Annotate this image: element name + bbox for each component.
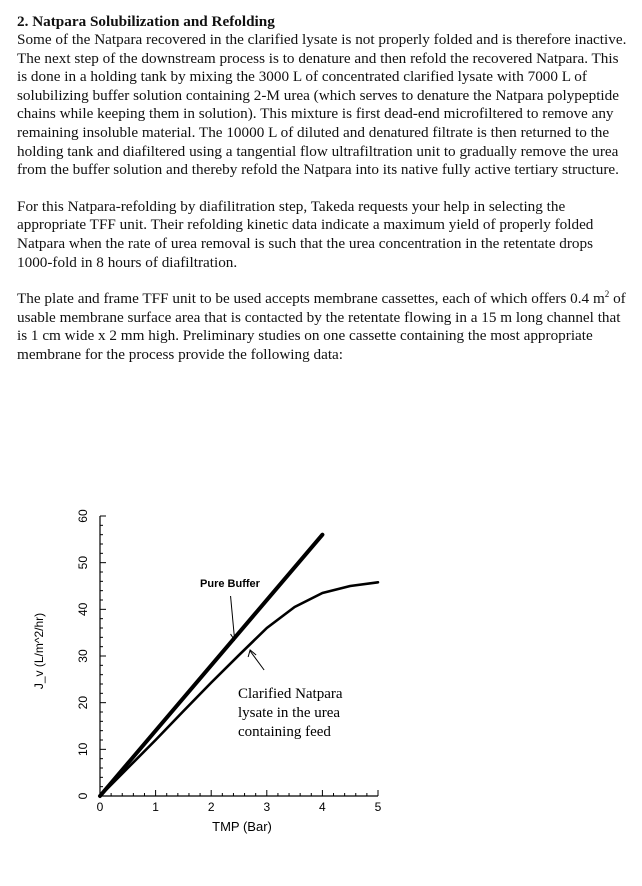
y-tick-label: 60 bbox=[76, 509, 91, 523]
y-tick-label: 50 bbox=[76, 555, 91, 570]
section-title: 2. Natpara Solubilization and Refolding bbox=[17, 13, 275, 30]
y-tick-label: 10 bbox=[76, 742, 91, 757]
pure-buffer-label: Pure Buffer bbox=[200, 578, 260, 590]
paragraph-spacer bbox=[17, 180, 629, 198]
flux-vs-tmp-chart bbox=[0, 480, 642, 880]
paragraph-setup-superscript: 2 bbox=[604, 289, 610, 300]
paragraph-spacer bbox=[17, 272, 629, 290]
paragraph-intro: Some of the Natpara recovered in the clarified lysate is not properly folded and is therefore inactive. The next step of the downstream process is to denature and then refold the recovered Natpara. This is done in a holding tank by mixing the 3000 L of concentrated clarified lysate with 7000 L of solubilizing buffer solution containing 2-M urea (which serves to denature the Natpara polypeptide chains while keeping them in solution). This mixture is first dead-end microfiltered to remove any remaining insoluble material. The 10000 L of diluted and denatured filtrate is then returned to the holding tank and diafiltered using a tangential flow ultrafiltration unit to gradually remove the urea from the buffer solution and thereby refold the Natpara into its native fully active tertiary structure. bbox=[17, 31, 627, 179]
paragraph-setup bbox=[17, 290, 629, 364]
x-axis-label: TMP (Bar) bbox=[212, 819, 272, 834]
x-tick-label: 5 bbox=[374, 800, 382, 814]
lysate-label-line: containing feed bbox=[238, 724, 331, 740]
x-tick-label: 2 bbox=[207, 800, 215, 814]
paragraph-setup-part2: of usable membrane surface area that is contacted by the retentate flowing in a 15 m long channel that is 1 cm wide x 2 mm high. Preliminary studies on one cassette containing the most appropriate membrane for the process provide the following data: bbox=[17, 290, 626, 363]
lysate-label-line: Clarified Natpara bbox=[238, 686, 343, 702]
y-tick-label: 40 bbox=[76, 602, 91, 617]
x-tick-label: 0 bbox=[96, 800, 104, 814]
y-tick-label: 30 bbox=[76, 649, 91, 663]
chart-layer bbox=[32, 509, 381, 834]
lysate-arrow bbox=[250, 651, 264, 670]
x-tick-label: 1 bbox=[152, 800, 159, 814]
pure-buffer-line bbox=[100, 535, 322, 796]
y-tick-label: 20 bbox=[76, 695, 91, 710]
pure-buffer-arrow bbox=[231, 596, 235, 639]
paragraph-request: For this Natpara-refolding by diafilitration step, Takeda requests your help in selecting the appropriate TFF unit. Their refolding kinetic data indicate a maximum yield of properly folded Natpara when the rate of urea removal is such that the urea concentration in the retentate drops 1000-fold in 8 hours of diafiltration. bbox=[17, 197, 594, 271]
y-axis-label: J_v (L/m^2/hr) bbox=[32, 612, 47, 690]
lysate-label-line: lysate in the urea bbox=[238, 705, 341, 721]
y-tick-label: 0 bbox=[76, 792, 91, 800]
paragraph-setup-part1: The plate and frame TFF unit to be used accepts membrane cassettes, each of which offers 0.4 m bbox=[17, 290, 605, 308]
x-tick-label: 3 bbox=[263, 800, 271, 814]
document-body bbox=[17, 13, 629, 365]
x-tick-label: 4 bbox=[319, 800, 326, 814]
